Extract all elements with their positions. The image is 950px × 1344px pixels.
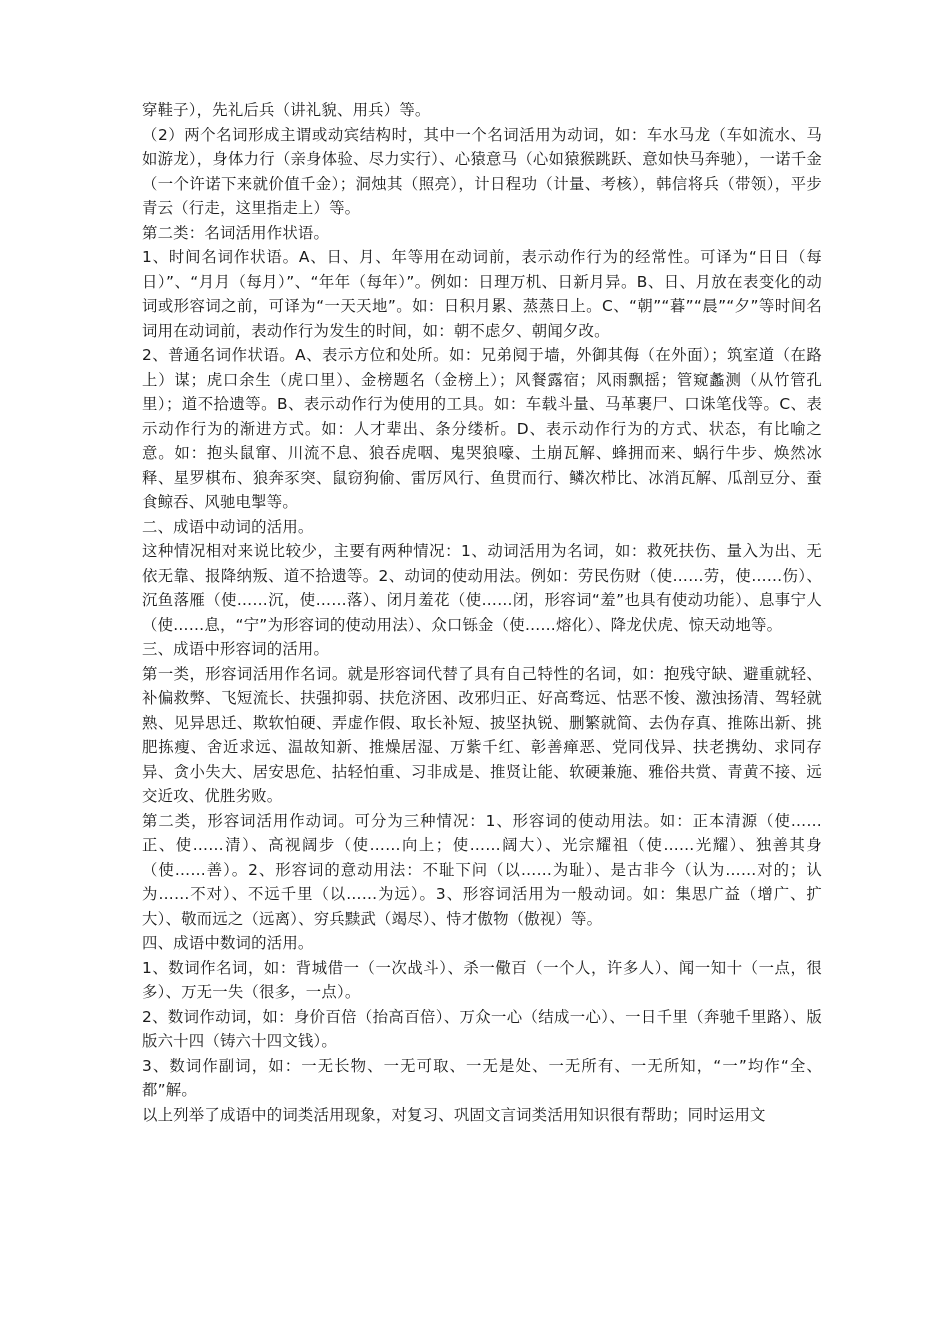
paragraph-adjective-as-verb: 第二类，形容词活用作动词。可分为三种情况：1、形容词的使动用法。如：正本清源（使……正、使……清）、高视阔步（使……向上；使……阔大）、光宗耀祖（使……光耀）、独善其身（使……善）。2、形容词的意动用法：不耻下问（以……为耻）、是古非今（认为……对的；认为……不对）、不远千里（以……为远）。3、形容词活用为一般动词。如：集思广益（增广、扩大）、敬而远之（远离）、穷兵黩武（竭尽）、恃才傲物（傲视）等。: [142, 811, 822, 928]
paragraph-continuation: 穿鞋子），先礼后兵（讲礼貌、用兵）等。: [142, 101, 431, 119]
paragraph-time-noun-adverbial: 1、时间名词作状语。A、日、月、年等用在动词前，表示动作行为的经常性。可译为“日日（每日）”、“月月（每月）”、“年年（每年）”。例如：日理万机、日新月异。B、日、月放在表变化的动词或形容词之前，可译为“一天天地”。如：日积月累、蒸蒸日上。C、“朝”“暮”“晨”“夕”等时间名词用在动词前，表动作行为发生的时间，如：朝不虑夕、朝闻夕改。: [142, 248, 822, 340]
paragraph-conclusion: 以上列举了成语中的词类活用现象，对复习、巩固文言词类活用知识很有帮助；同时运用文: [142, 1105, 766, 1124]
paragraph-numeral-as-verb: 2、数词作动词，如：身价百倍（抬高百倍）、万众一心（结成一心）、一日千里（奔驰千里路）、版版六十四（铸六十四文钱）。: [142, 1007, 822, 1050]
paragraph-verb-usage: 这种情况相对来说比较少，主要有两种情况：1、动词活用为名词，如：救死扶伤、量入为出、无依无靠、报降纳叛、道不拾遗等。2、动词的使动用法。例如：劳民伤财（使……劳，使……伤）、沉鱼落雁（使……沉，使……落）、闭月羞花（使……闭，形容词“羞”也具有使动功能）、息事宁人（使……息，“宁”为形容词的使动用法）、众口铄金（使……熔化）、降龙伏虎、惊天动地等。: [142, 542, 822, 634]
heading-verb-usage: 二、成语中动词的活用。: [142, 517, 314, 536]
heading-noun-as-adverbial: 第二类：名词活用作状语。: [142, 223, 330, 242]
paragraph-numeral-as-noun: 1、数词作名词，如：背城借一（一次战斗）、杀一儆百（一个人，许多人）、闻一知十（一点，很多）、万无一失（很多，一点）。: [142, 958, 822, 1001]
paragraph-adjective-as-noun: 第一类，形容词活用作名词。就是形容词代替了具有自己特性的名词，如：抱残守缺、避重就轻、补偏救弊、飞短流长、扶强抑弱、扶危济困、改邪归正、好高骛远、怙恶不悛、激浊扬清、驾轻就熟、见异思迁、欺软怕硬、弄虚作假、取长补短、披坚执锐、删繁就简、去伪存真、推陈出新、挑肥拣瘦、舍近求远、温故知新、推燥居湿、万紫千红、彰善瘅恶、党同伐异、扶老携幼、求同存异、贪小失大、居安思危、拈轻怕重、习非成是、推贤让能、软硬兼施、雅俗共赏、青黄不接、远交近攻、优胜劣败。: [142, 664, 822, 805]
heading-adjective-usage: 三、成语中形容词的活用。: [142, 640, 330, 658]
paragraph-common-noun-adverbial: 2、普通名词作状语。A、表示方位和处所。如：兄弟阋于墙，外御其侮（在外面）；筑室道（在路上）谋；虎口余生（虎口里）、金榜题名（金榜上）；风餐露宿；风雨飘摇；管窥蠡测（从竹管孔里）；道不拾遗等。B、表示动作行为使用的工具。如：车载斗量、马革裹尸、口诛笔伐等。C、表示动作行为的渐进方式。如：人才辈出、条分缕析。D、表示动作行为的方式、状态，有比喻之意。如：抱头鼠窜、川流不息、狼吞虎咽、鬼哭狼嚎、土崩瓦解、蜂拥而来、蜗行牛步、焕然冰释、星罗棋布、狼奔豕突、鼠窃狗偷、雷厉风行、鱼贯而行、鳞次栉比、冰消瓦解、瓜剖豆分、蚕食鲸吞、风驰电掣等。: [142, 346, 822, 511]
document-body: [142, 98, 822, 1127]
paragraph-numeral-as-adverb: 3、数词作副词，如：一无长物、一无可取、一无是处、一无所有、一无所知，“一”均作“全、都”解。: [142, 1056, 822, 1099]
heading-numeral-usage: 四、成语中数词的活用。: [142, 934, 314, 952]
paragraph-noun-as-verb-structure: （2）两个名词形成主谓或动宾结构时，其中一个名词活用为动词，如：车水马龙（车如流水、马如游龙），身体力行（亲身体验、尽力实行）、心猿意马（心如猿猴跳跃、意如快马奔驰），一诺千金（一个许诺下来就价值千金）；洞烛其（照亮），计日程功（计量、考核），韩信将兵（带领），平步青云（行走，这里指走上）等。: [142, 125, 822, 217]
